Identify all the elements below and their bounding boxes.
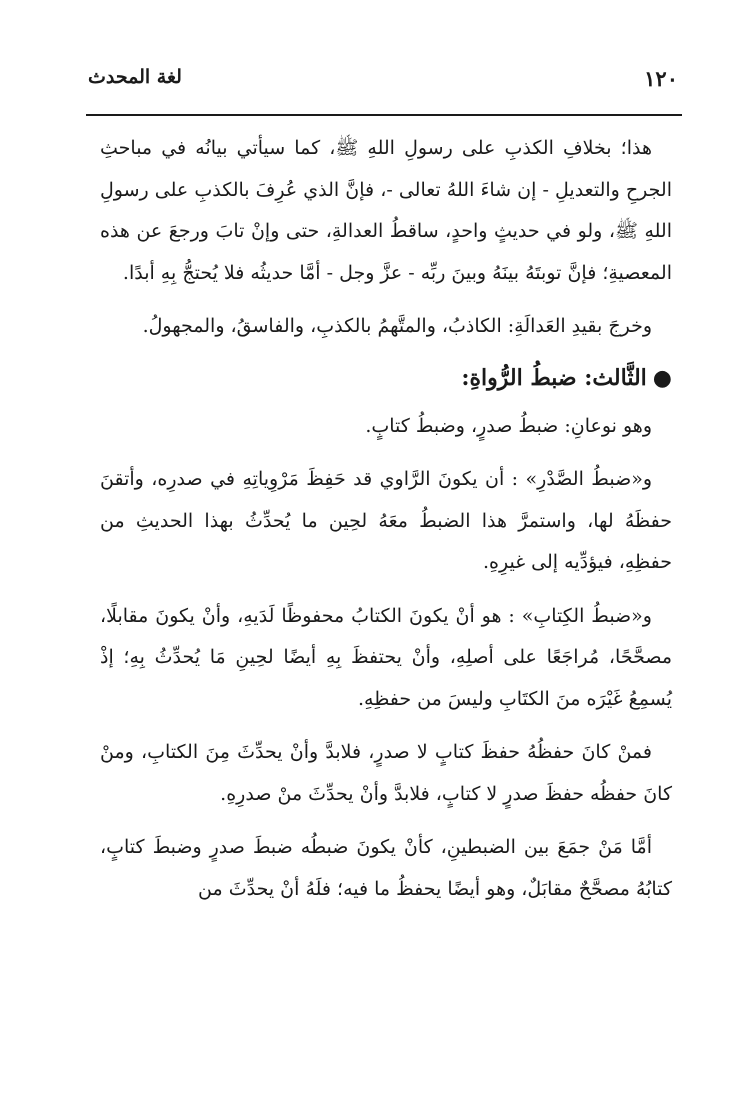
bullet-icon: ● — [652, 364, 672, 391]
section-heading — [100, 360, 672, 396]
paragraph-two-types: وهو نوعانِ: ضبطُ صدرٍ، وضبطُ كتابٍ. — [365, 414, 652, 437]
paragraph-lying-hadith: هذا؛ بخلافِ الكذبِ على رسولِ اللهِ ﷺ، كما سيأتي بيانُه في مباحثِ الجرحِ والتعديلِ - إن شاءَ اللهُ تعالى -، فإنَّ الذي عُرِفَ بالكذبِ على رسولِ اللهِ ﷺ، ولو في حديثٍ واحدٍ، ساقطُ العدالةِ، حتى وإنْ تابَ ورجعَ عن هذه المعصيةِ؛ فإنَّ توبتَهُ بينَهُ وبينَ ربِّه - عزَّ وجل - أمَّا حديثُه فلا يُحتجُّ بِهِ أبدًا. — [100, 137, 672, 284]
page-body — [100, 128, 672, 922]
page-number: ١٢٠ — [644, 66, 678, 91]
paragraph-memory-precision: و«ضبطُ الصَّدْرِ» : أن يكونَ الرَّاوي قد حَفِظَ مَرْوِياتِهِ في صدرِه، وأتقنَ حفظَهُ لها، واستمرَّ هذا الضبطُ معَهُ لحِين ما يُحدِّثُ بهذا الحديثِ من حفظِهِ، فيؤدِّيه إلى غيرِهِ. — [100, 468, 672, 573]
paragraph-both-precisions: أمَّا مَنْ جمَعَ بين الضبطينِ، كأنْ يكونَ ضبطُه ضبطَ صدرٍ وضبطَ كتابٍ، كتابُهُ مصحَّحٌ مقابَلٌ، وهو أيضًا يحفظُ ما فيه؛ فلَهُ أنْ يحدِّثَ من — [100, 836, 672, 900]
header-divider — [86, 114, 682, 116]
paragraph-book-precision: و«ضبطُ الكِتابِ» : هو أنْ يكونَ الكتابُ محفوظًا لَدَيهِ، وأنْ يكونَ مقابلًا، مصحَّحًا، مُراجَعًا على أصلِهِ، وأنْ يحتفظَ بِهِ أيضًا لحِينِ مَا يُحدِّثُ بِهِ؛ إذْ يُسمِعُ غَيْرَه منَ الكتَابِ وليسَ من حفظِهِ. — [100, 604, 672, 710]
paragraph-excluded-by-integrity: وخرجَ بقيدِ العَدالَةِ: الكاذبُ، والمتَّهمُ بالكذبِ، والفاسقُ، والمجهولُ. — [142, 315, 652, 337]
page-header — [88, 66, 678, 100]
paragraph-narration-source: فمنْ كانَ حفظُهُ حفظَ كتابٍ لا صدرٍ، فلابدَّ وأنْ يحدِّثَ مِنَ الكتابِ، ومنْ كانَ حفظُه حفظَ صدرٍ لا كتابٍ، فلابدَّ وأنْ يحدِّثَ منْ صدرِهِ. — [100, 741, 672, 805]
section-heading-text: الثَّالث: ضبطُ الرُّواةِ: — [461, 364, 647, 391]
running-title: لغة المحدث — [88, 66, 182, 88]
